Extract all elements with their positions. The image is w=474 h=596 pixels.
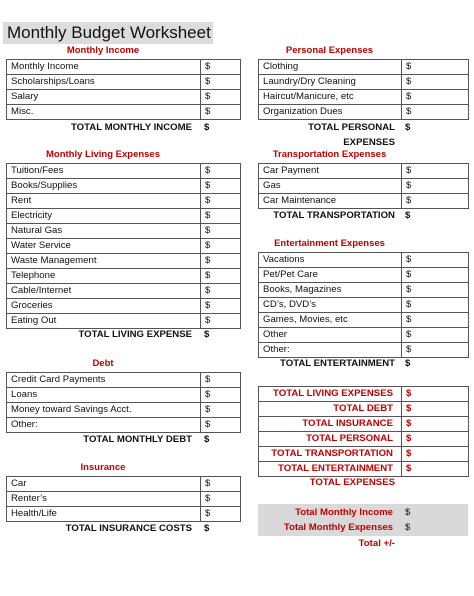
entertainment-total-value: $ [405, 358, 411, 369]
table-row [7, 224, 241, 239]
final-expenses-value: $ [405, 522, 411, 533]
table-row [7, 299, 241, 314]
row-label: Rent [7, 194, 201, 208]
row-label: Organization Dues [259, 105, 402, 119]
table-row [259, 194, 469, 209]
table-row [7, 418, 241, 433]
table-row [7, 254, 241, 269]
amount-field[interactable]: $ [402, 164, 469, 178]
insurance-total-value: $ [204, 523, 210, 534]
table-row [7, 388, 241, 403]
monthly-income-table [6, 59, 241, 120]
row-label: Laundry/Dry Cleaning [259, 75, 402, 89]
summary-table [258, 386, 469, 477]
table-row [7, 105, 241, 120]
entertainment-table [258, 252, 469, 358]
debt-heading: Debt [92, 358, 114, 369]
row-label: CD’s, DVD’s [259, 298, 402, 312]
insurance-heading: Insurance [80, 462, 126, 473]
row-label: Haircut/Manicure, etc [259, 90, 402, 104]
amount-field[interactable]: $ [201, 164, 241, 178]
amount-field[interactable]: $ [402, 387, 469, 401]
amount-field[interactable]: $ [201, 75, 241, 89]
table-row [7, 507, 241, 522]
amount-field[interactable]: $ [201, 373, 241, 387]
amount-field[interactable]: $ [201, 209, 241, 223]
table-row [7, 269, 241, 284]
row-label: Credit Card Payments [7, 373, 201, 387]
row-label: TOTAL INSURANCE [259, 417, 402, 431]
row-label: Eating Out [7, 314, 201, 328]
table-row [7, 60, 241, 75]
row-label: Scholarships/Loans [7, 75, 201, 89]
amount-field[interactable]: $ [402, 75, 469, 89]
transportation-heading: Transportation Expenses [272, 149, 387, 160]
amount-field[interactable]: $ [201, 90, 241, 104]
amount-field[interactable]: $ [201, 418, 241, 432]
amount-field[interactable]: $ [201, 60, 241, 74]
row-label: Water Service [7, 239, 201, 253]
amount-field[interactable]: $ [402, 253, 469, 267]
row-label: Clothing [259, 60, 402, 74]
transportation-total-label: TOTAL TRANSPORTATION [273, 210, 395, 221]
row-label: Health/Life [7, 507, 201, 521]
row-label: Other [259, 328, 402, 342]
debt-total-label: TOTAL MONTHLY DEBT [83, 434, 192, 445]
amount-field[interactable]: $ [201, 284, 241, 298]
insurance-table [6, 476, 241, 522]
row-label: Renter’s [7, 492, 201, 506]
table-row [7, 492, 241, 507]
amount-field[interactable]: $ [201, 477, 241, 491]
amount-field[interactable]: $ [201, 179, 241, 193]
table-row [7, 179, 241, 194]
debt-total-value: $ [204, 434, 210, 445]
row-label: Pet/Pet Care [259, 268, 402, 282]
monthly-income-total-label: TOTAL MONTHLY INCOME [71, 122, 192, 133]
final-income-row [258, 505, 410, 520]
amount-field[interactable]: $ [402, 447, 469, 461]
row-label: Books, Magazines [259, 283, 402, 297]
amount-field[interactable]: $ [402, 432, 469, 446]
amount-field[interactable]: $ [201, 105, 241, 119]
amount-field[interactable]: $ [402, 313, 469, 327]
row-label: Games, Movies, etc [259, 313, 402, 327]
table-row [7, 194, 241, 209]
table-row [259, 432, 469, 447]
page-title: Monthly Budget Worksheet [7, 23, 211, 42]
amount-field[interactable]: $ [402, 343, 469, 357]
table-row [7, 239, 241, 254]
amount-field[interactable]: $ [201, 403, 241, 417]
row-label: Salary [7, 90, 201, 104]
row-label: TOTAL PERSONAL [259, 432, 402, 446]
row-label: Tuition/Fees [7, 164, 201, 178]
table-row [259, 179, 469, 194]
amount-field[interactable]: $ [402, 268, 469, 282]
table-row [7, 403, 241, 418]
living-expenses-heading: Monthly Living Expenses [45, 149, 161, 160]
entertainment-heading: Entertainment Expenses [274, 238, 385, 249]
row-label: TOTAL LIVING EXPENSES [259, 387, 402, 401]
insurance-total [6, 521, 209, 536]
table-row [259, 387, 469, 402]
table-row [7, 373, 241, 388]
personal-expenses-total [258, 120, 411, 148]
table-row [259, 268, 469, 283]
amount-field[interactable]: $ [402, 283, 469, 297]
row-label: Natural Gas [7, 224, 201, 238]
amount-field[interactable]: $ [201, 507, 241, 521]
table-row [259, 90, 469, 105]
debt-table [6, 372, 241, 433]
row-label: Telephone [7, 269, 201, 283]
row-label: Cable/Internet [7, 284, 201, 298]
personal-expenses-table [258, 59, 469, 120]
entertainment-total-label: TOTAL ENTERTAINMENT [280, 358, 395, 369]
amount-field[interactable]: $ [201, 314, 241, 328]
living-expenses-table [6, 163, 241, 329]
table-row [7, 284, 241, 299]
amount-field[interactable]: $ [201, 254, 241, 268]
monthly-income-heading: Monthly Income [66, 45, 140, 56]
final-income-value: $ [405, 507, 411, 518]
table-row [259, 402, 469, 417]
amount-field[interactable]: $ [201, 388, 241, 402]
table-row [7, 209, 241, 224]
row-label: Money toward Savings Acct. [7, 403, 201, 417]
monthly-income-total-value: $ [204, 122, 210, 133]
table-row [259, 60, 469, 75]
final-net-label: Total +/- [358, 538, 395, 549]
table-row [259, 253, 469, 268]
row-label: TOTAL TRANSPORTATION [259, 447, 402, 461]
row-label: Books/Supplies [7, 179, 201, 193]
monthly-income-total [6, 120, 209, 135]
entertainment-total [258, 356, 410, 371]
amount-field[interactable]: $ [201, 239, 241, 253]
table-row [259, 105, 469, 120]
amount-field[interactable]: $ [402, 179, 469, 193]
table-row [259, 313, 469, 328]
amount-field[interactable]: $ [402, 328, 469, 342]
amount-field[interactable]: $ [402, 194, 469, 208]
table-row [259, 283, 469, 298]
row-label: TOTAL ENTERTAINMENT [259, 462, 402, 476]
row-label: Vacations [259, 253, 402, 267]
living-expenses-total-label: TOTAL LIVING EXPENSE [78, 329, 192, 340]
amount-field[interactable]: $ [402, 60, 469, 74]
table-row [7, 75, 241, 90]
amount-field[interactable]: $ [402, 105, 469, 119]
table-row [259, 447, 469, 462]
amount-field[interactable]: $ [402, 90, 469, 104]
row-label: Other: [7, 418, 201, 432]
amount-field[interactable]: $ [201, 492, 241, 506]
row-label: Misc. [7, 105, 201, 119]
row-label: Car [7, 477, 201, 491]
personal-expenses-total-label: TOTAL PERSONAL EXPENSES [308, 122, 395, 148]
table-row [259, 417, 469, 432]
table-row [7, 477, 241, 492]
amount-field[interactable]: $ [402, 298, 469, 312]
row-label: Waste Management [7, 254, 201, 268]
amount-field[interactable]: $ [402, 417, 469, 431]
row-label: Groceries [7, 299, 201, 313]
table-row [7, 90, 241, 105]
amount-field[interactable]: $ [201, 269, 241, 283]
table-row [259, 164, 469, 179]
final-income-label: Total Monthly Income [295, 507, 393, 518]
row-label: Monthly Income [7, 60, 201, 74]
final-expenses-row [258, 520, 410, 535]
row-label: Gas [259, 179, 402, 193]
row-label: Car Payment [259, 164, 402, 178]
amount-field[interactable]: $ [201, 224, 241, 238]
amount-field[interactable]: $ [201, 299, 241, 313]
table-row [7, 164, 241, 179]
transportation-total [258, 208, 410, 223]
row-label: Car Maintenance [259, 194, 402, 208]
table-row [259, 328, 469, 343]
amount-field[interactable]: $ [201, 194, 241, 208]
debt-total [6, 432, 209, 447]
row-label: TOTAL DEBT [259, 402, 402, 416]
row-label: Loans [7, 388, 201, 402]
row-label: Electricity [7, 209, 201, 223]
personal-expenses-total-value: $ [405, 122, 411, 133]
amount-field[interactable]: $ [402, 462, 469, 476]
row-label: Other: [259, 343, 402, 357]
insurance-total-label: TOTAL INSURANCE COSTS [65, 523, 192, 534]
summary-total-expenses-label: TOTAL EXPENSES [309, 477, 395, 488]
personal-expenses-heading: Personal Expenses [285, 45, 374, 56]
table-row [259, 298, 469, 313]
table-row [259, 75, 469, 90]
final-expenses-label: Total Monthly Expenses [283, 522, 393, 533]
transportation-table [258, 163, 469, 209]
transportation-total-value: $ [405, 210, 411, 221]
amount-field[interactable]: $ [402, 402, 469, 416]
living-expenses-total [6, 327, 209, 342]
living-expenses-total-value: $ [204, 329, 210, 340]
